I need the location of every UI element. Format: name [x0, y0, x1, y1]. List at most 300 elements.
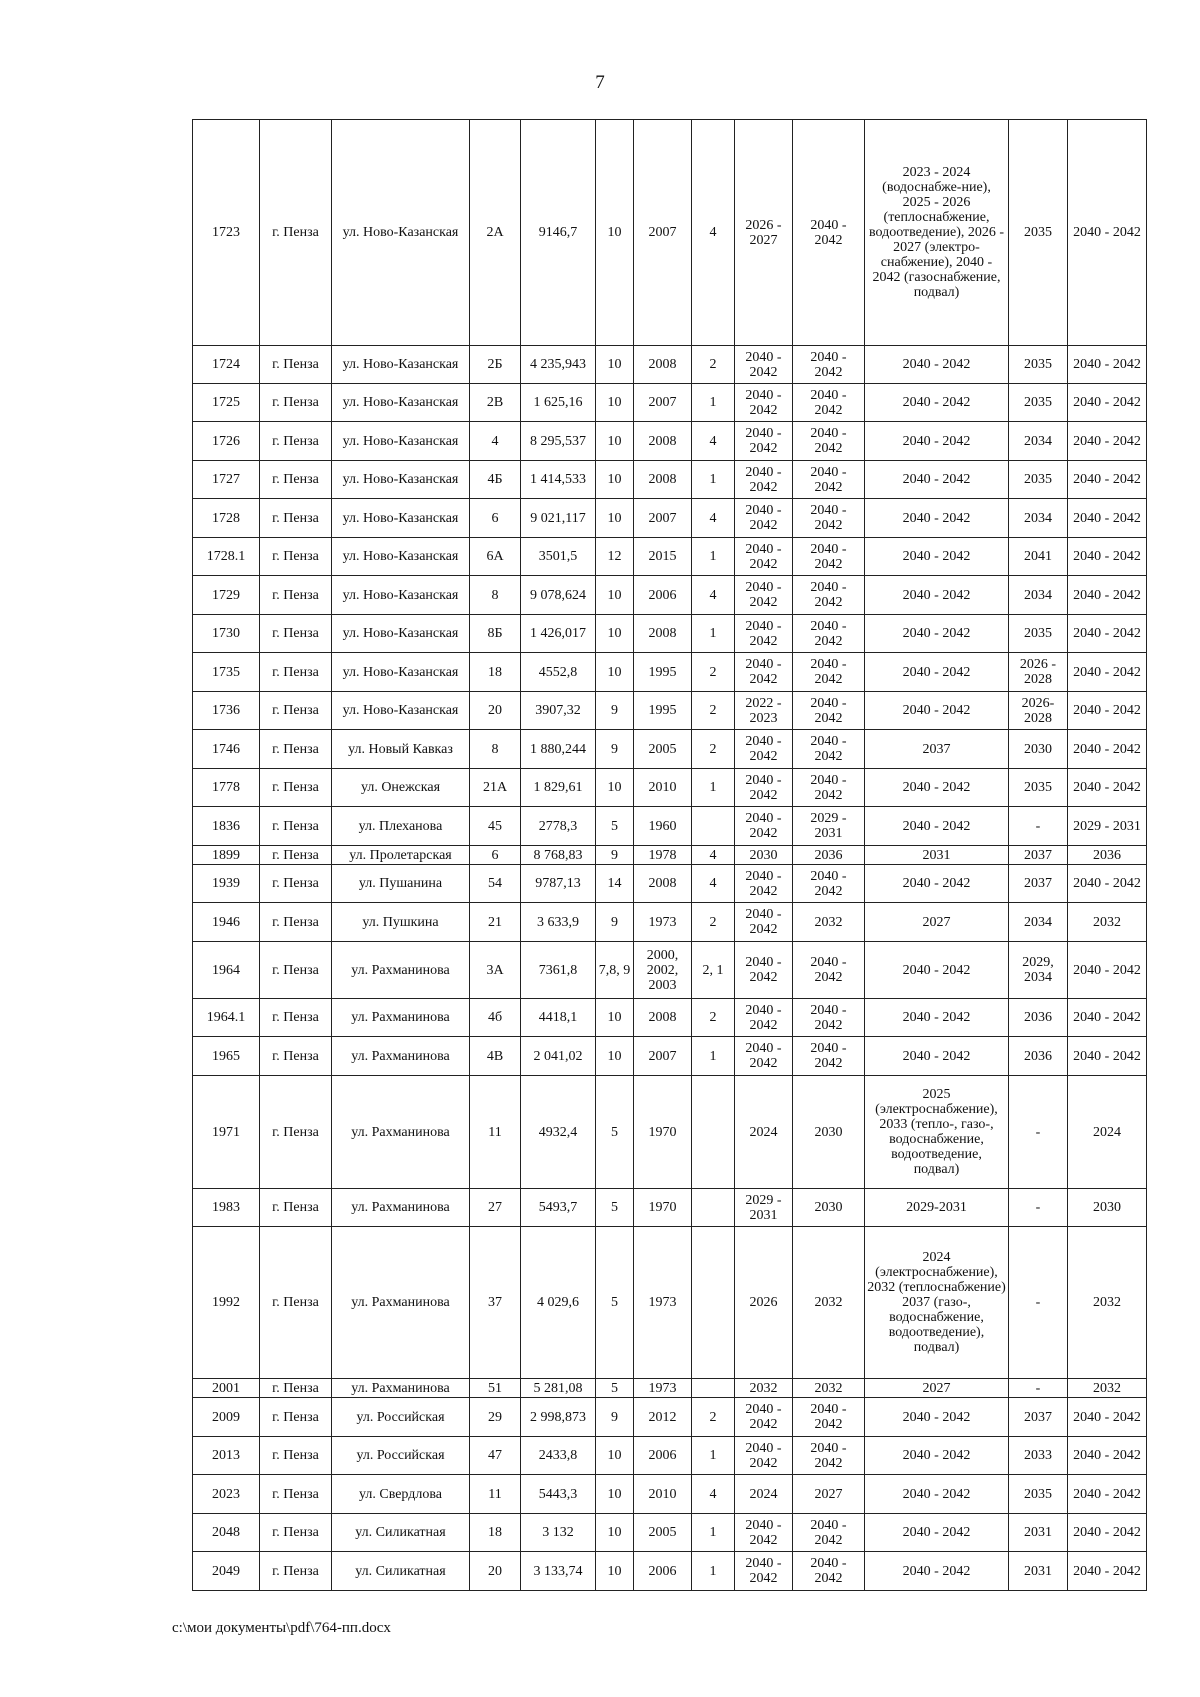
- cell-period-c: 2041: [1009, 538, 1068, 576]
- cell-period-a: 2040 - 2042: [735, 461, 793, 499]
- cell-area: 9 021,117: [521, 499, 596, 538]
- cell-city: г. Пенза: [260, 903, 332, 942]
- cell-entrances: 4: [692, 1475, 735, 1514]
- cell-period-b: 2040 - 2042: [793, 346, 865, 384]
- cell-record-number: 1727: [193, 461, 260, 499]
- cell-engineering-systems: 2040 - 2042: [865, 1437, 1009, 1475]
- cell-period-b: 2040 - 2042: [793, 692, 865, 730]
- cell-floors: 10: [596, 769, 634, 807]
- cell-record-number: 1899: [193, 846, 260, 865]
- cell-entrances: 4: [692, 846, 735, 865]
- cell-period-d: 2040 - 2042: [1068, 1475, 1147, 1514]
- table-row: [193, 1475, 1147, 1514]
- cell-period-a: 2026 - 2027: [735, 120, 793, 346]
- table-row: [193, 692, 1147, 730]
- cell-area: 4 235,943: [521, 346, 596, 384]
- cell-street: ул. Рахманинова: [332, 1076, 470, 1189]
- cell-street: ул. Рахманинова: [332, 1379, 470, 1398]
- cell-entrances: 2: [692, 903, 735, 942]
- cell-house-number: 4б: [470, 999, 521, 1037]
- table-row: [193, 499, 1147, 538]
- cell-entrances: 4: [692, 120, 735, 346]
- table-row: [193, 1379, 1147, 1398]
- housing-table: [192, 119, 1147, 1591]
- cell-house-number: 18: [470, 1514, 521, 1552]
- cell-period-c: 2031: [1009, 1552, 1068, 1591]
- cell-street: ул. Плеханова: [332, 807, 470, 846]
- cell-period-b: 2040 - 2042: [793, 1514, 865, 1552]
- cell-period-c: 2033: [1009, 1437, 1068, 1475]
- cell-area: 7361,8: [521, 942, 596, 999]
- cell-period-a: 2032: [735, 1379, 793, 1398]
- cell-floors: 10: [596, 999, 634, 1037]
- cell-floors: 10: [596, 1437, 634, 1475]
- cell-year-built: 1995: [634, 653, 692, 692]
- cell-house-number: 54: [470, 865, 521, 903]
- cell-area: 3 133,74: [521, 1552, 596, 1591]
- cell-floors: 9: [596, 730, 634, 769]
- cell-record-number: 1965: [193, 1037, 260, 1076]
- cell-record-number: 1946: [193, 903, 260, 942]
- cell-house-number: 29: [470, 1398, 521, 1437]
- cell-street: ул. Силикатная: [332, 1552, 470, 1591]
- table-row: [193, 1227, 1147, 1379]
- cell-house-number: 4В: [470, 1037, 521, 1076]
- cell-house-number: 4Б: [470, 461, 521, 499]
- cell-period-c: 2030: [1009, 730, 1068, 769]
- cell-street: ул. Ново-Казанская: [332, 692, 470, 730]
- cell-record-number: 1964.1: [193, 999, 260, 1037]
- cell-entrances: 2: [692, 1398, 735, 1437]
- cell-record-number: 1728: [193, 499, 260, 538]
- cell-period-d: 2040 - 2042: [1068, 1398, 1147, 1437]
- cell-period-c: 2031: [1009, 1514, 1068, 1552]
- cell-record-number: 1992: [193, 1227, 260, 1379]
- cell-engineering-systems: 2040 - 2042: [865, 1037, 1009, 1076]
- cell-street: ул. Пушкина: [332, 903, 470, 942]
- cell-period-b: 2040 - 2042: [793, 999, 865, 1037]
- cell-street: ул. Ново-Казанская: [332, 346, 470, 384]
- cell-floors: 5: [596, 807, 634, 846]
- cell-year-built: 1960: [634, 807, 692, 846]
- cell-engineering-systems: 2027: [865, 903, 1009, 942]
- cell-entrances: 1: [692, 538, 735, 576]
- cell-period-c: 2037: [1009, 1398, 1068, 1437]
- cell-engineering-systems: 2040 - 2042: [865, 1514, 1009, 1552]
- cell-city: г. Пенза: [260, 769, 332, 807]
- cell-engineering-systems: 2031: [865, 846, 1009, 865]
- cell-street: ул. Рахманинова: [332, 942, 470, 999]
- cell-city: г. Пенза: [260, 120, 332, 346]
- cell-period-a: 2040 - 2042: [735, 576, 793, 615]
- cell-floors: 5: [596, 1379, 634, 1398]
- table-row: [193, 615, 1147, 653]
- cell-record-number: 1726: [193, 422, 260, 461]
- cell-house-number: 47: [470, 1437, 521, 1475]
- cell-floors: 10: [596, 384, 634, 422]
- cell-house-number: 11: [470, 1475, 521, 1514]
- cell-floors: 10: [596, 1552, 634, 1591]
- table-row: [193, 769, 1147, 807]
- cell-record-number: 1730: [193, 615, 260, 653]
- cell-city: г. Пенза: [260, 1475, 332, 1514]
- cell-period-b: 2040 - 2042: [793, 865, 865, 903]
- cell-period-c: -: [1009, 1076, 1068, 1189]
- cell-period-a: 2040 - 2042: [735, 346, 793, 384]
- cell-record-number: 1736: [193, 692, 260, 730]
- cell-period-b: 2027: [793, 1475, 865, 1514]
- cell-period-b: 2040 - 2042: [793, 730, 865, 769]
- cell-year-built: 1973: [634, 1379, 692, 1398]
- cell-period-c: 2035: [1009, 769, 1068, 807]
- cell-year-built: 2015: [634, 538, 692, 576]
- cell-year-built: 2007: [634, 120, 692, 346]
- cell-period-b: 2040 - 2042: [793, 1398, 865, 1437]
- cell-street: ул. Ново-Казанская: [332, 615, 470, 653]
- cell-house-number: 51: [470, 1379, 521, 1398]
- cell-floors: 10: [596, 120, 634, 346]
- cell-period-b: 2040 - 2042: [793, 461, 865, 499]
- cell-street: ул. Ново-Казанская: [332, 422, 470, 461]
- cell-period-c: 2037: [1009, 865, 1068, 903]
- cell-period-c: -: [1009, 1189, 1068, 1227]
- table-body: [193, 120, 1147, 1591]
- cell-engineering-systems: 2040 - 2042: [865, 422, 1009, 461]
- cell-period-c: 2034: [1009, 576, 1068, 615]
- cell-period-a: 2040 - 2042: [735, 769, 793, 807]
- cell-area: 3 132: [521, 1514, 596, 1552]
- cell-record-number: 1735: [193, 653, 260, 692]
- cell-floors: 5: [596, 1189, 634, 1227]
- cell-entrances: [692, 1227, 735, 1379]
- cell-entrances: 1: [692, 1552, 735, 1591]
- cell-city: г. Пенза: [260, 1398, 332, 1437]
- cell-floors: 10: [596, 346, 634, 384]
- cell-period-c: 2034: [1009, 903, 1068, 942]
- cell-house-number: 3А: [470, 942, 521, 999]
- cell-floors: 5: [596, 1076, 634, 1189]
- cell-city: г. Пенза: [260, 461, 332, 499]
- cell-engineering-systems: 2040 - 2042: [865, 1475, 1009, 1514]
- cell-period-a: 2040 - 2042: [735, 615, 793, 653]
- cell-city: г. Пенза: [260, 499, 332, 538]
- cell-city: г. Пенза: [260, 1379, 332, 1398]
- cell-period-c: 2035: [1009, 1475, 1068, 1514]
- cell-engineering-systems: 2023 - 2024 (водоснабже-ние), 2025 - 2026 (теплоснабжение, водоотведение), 2026 - 2027 (электро-снабжение), 2040 - 2042 (газоснабжение, подвал): [865, 120, 1009, 346]
- cell-street: ул. Российская: [332, 1437, 470, 1475]
- cell-area: 2433,8: [521, 1437, 596, 1475]
- cell-period-d: 2040 - 2042: [1068, 422, 1147, 461]
- table-row: [193, 846, 1147, 865]
- cell-record-number: 1778: [193, 769, 260, 807]
- cell-year-built: 2008: [634, 615, 692, 653]
- cell-house-number: 6: [470, 846, 521, 865]
- table-row: [193, 1398, 1147, 1437]
- table-row: [193, 422, 1147, 461]
- cell-engineering-systems: 2040 - 2042: [865, 615, 1009, 653]
- cell-entrances: 2, 1: [692, 942, 735, 999]
- cell-area: 3907,32: [521, 692, 596, 730]
- cell-year-built: 1970: [634, 1189, 692, 1227]
- cell-floors: 7,8, 9: [596, 942, 634, 999]
- cell-period-a: 2040 - 2042: [735, 1552, 793, 1591]
- cell-record-number: 2023: [193, 1475, 260, 1514]
- cell-house-number: 20: [470, 1552, 521, 1591]
- cell-period-d: 2040 - 2042: [1068, 120, 1147, 346]
- cell-area: 9787,13: [521, 865, 596, 903]
- cell-city: г. Пенза: [260, 538, 332, 576]
- cell-city: г. Пенза: [260, 1552, 332, 1591]
- cell-record-number: 2013: [193, 1437, 260, 1475]
- cell-city: г. Пенза: [260, 846, 332, 865]
- cell-city: г. Пенза: [260, 1076, 332, 1189]
- table-row: [193, 538, 1147, 576]
- cell-city: г. Пенза: [260, 692, 332, 730]
- cell-street: ул. Силикатная: [332, 1514, 470, 1552]
- cell-engineering-systems: 2040 - 2042: [865, 865, 1009, 903]
- cell-record-number: 1939: [193, 865, 260, 903]
- cell-period-b: 2040 - 2042: [793, 120, 865, 346]
- cell-engineering-systems: 2037: [865, 730, 1009, 769]
- cell-period-b: 2040 - 2042: [793, 384, 865, 422]
- cell-period-d: 2040 - 2042: [1068, 999, 1147, 1037]
- cell-area: 4932,4: [521, 1076, 596, 1189]
- cell-city: г. Пенза: [260, 865, 332, 903]
- cell-period-c: 2035: [1009, 346, 1068, 384]
- cell-period-c: 2035: [1009, 461, 1068, 499]
- cell-street: ул. Онежская: [332, 769, 470, 807]
- cell-floors: 10: [596, 422, 634, 461]
- cell-floors: 5: [596, 1227, 634, 1379]
- cell-year-built: 2007: [634, 1037, 692, 1076]
- cell-record-number: 1729: [193, 576, 260, 615]
- table-row: [193, 576, 1147, 615]
- cell-period-b: 2040 - 2042: [793, 499, 865, 538]
- cell-period-b: 2040 - 2042: [793, 653, 865, 692]
- cell-city: г. Пенза: [260, 1514, 332, 1552]
- cell-engineering-systems: 2024 (электроснабжение), 2032 (теплоснабжение) 2037 (газо-, водоснабжение, водоотведение), подвал): [865, 1227, 1009, 1379]
- cell-street: ул. Рахманинова: [332, 999, 470, 1037]
- cell-area: 5 281,08: [521, 1379, 596, 1398]
- cell-period-c: 2036: [1009, 1037, 1068, 1076]
- table-row: [193, 807, 1147, 846]
- cell-street: ул. Ново-Казанская: [332, 384, 470, 422]
- cell-record-number: 1725: [193, 384, 260, 422]
- cell-house-number: 37: [470, 1227, 521, 1379]
- cell-house-number: 8Б: [470, 615, 521, 653]
- cell-floors: 10: [596, 1475, 634, 1514]
- cell-floors: 10: [596, 576, 634, 615]
- page-number: 7: [595, 72, 605, 93]
- cell-period-d: 2040 - 2042: [1068, 769, 1147, 807]
- cell-entrances: 4: [692, 865, 735, 903]
- cell-period-d: 2040 - 2042: [1068, 865, 1147, 903]
- cell-period-a: 2040 - 2042: [735, 730, 793, 769]
- cell-period-b: 2040 - 2042: [793, 942, 865, 999]
- cell-period-c: -: [1009, 1379, 1068, 1398]
- cell-period-a: 2029 - 2031: [735, 1189, 793, 1227]
- cell-period-d: 2040 - 2042: [1068, 942, 1147, 999]
- table-row: [193, 942, 1147, 999]
- cell-period-d: 2040 - 2042: [1068, 1514, 1147, 1552]
- cell-period-a: 2024: [735, 1475, 793, 1514]
- cell-period-c: 2034: [1009, 422, 1068, 461]
- cell-period-c: 2035: [1009, 120, 1068, 346]
- cell-city: г. Пенза: [260, 999, 332, 1037]
- cell-floors: 9: [596, 692, 634, 730]
- cell-period-d: 2040 - 2042: [1068, 615, 1147, 653]
- cell-period-c: 2037: [1009, 846, 1068, 865]
- cell-engineering-systems: 2040 - 2042: [865, 942, 1009, 999]
- cell-period-d: 2024: [1068, 1076, 1147, 1189]
- cell-street: ул. Свердлова: [332, 1475, 470, 1514]
- cell-house-number: 27: [470, 1189, 521, 1227]
- cell-street: ул. Ново-Казанская: [332, 576, 470, 615]
- cell-area: 1 414,533: [521, 461, 596, 499]
- cell-record-number: 1964: [193, 942, 260, 999]
- cell-period-a: 2040 - 2042: [735, 384, 793, 422]
- cell-street: ул. Пушанина: [332, 865, 470, 903]
- cell-area: 4552,8: [521, 653, 596, 692]
- cell-period-a: 2024: [735, 1076, 793, 1189]
- cell-engineering-systems: 2040 - 2042: [865, 384, 1009, 422]
- cell-floors: 9: [596, 1398, 634, 1437]
- cell-house-number: 21А: [470, 769, 521, 807]
- cell-period-d: 2040 - 2042: [1068, 576, 1147, 615]
- cell-period-a: 2040 - 2042: [735, 865, 793, 903]
- cell-street: ул. Ново-Казанская: [332, 120, 470, 346]
- cell-street: ул. Ново-Казанская: [332, 653, 470, 692]
- cell-period-d: 2032: [1068, 1379, 1147, 1398]
- table-row: [193, 384, 1147, 422]
- table-row: [193, 461, 1147, 499]
- cell-year-built: 2008: [634, 999, 692, 1037]
- cell-period-b: 2029 - 2031: [793, 807, 865, 846]
- cell-floors: 10: [596, 1037, 634, 1076]
- cell-period-b: 2030: [793, 1076, 865, 1189]
- cell-floors: 10: [596, 1514, 634, 1552]
- cell-entrances: 1: [692, 1437, 735, 1475]
- table-row: [193, 120, 1147, 346]
- cell-period-c: 2036: [1009, 999, 1068, 1037]
- cell-period-d: 2040 - 2042: [1068, 384, 1147, 422]
- cell-record-number: 1836: [193, 807, 260, 846]
- cell-area: 2778,3: [521, 807, 596, 846]
- cell-record-number: 1724: [193, 346, 260, 384]
- cell-period-b: 2040 - 2042: [793, 769, 865, 807]
- cell-entrances: [692, 1076, 735, 1189]
- cell-year-built: 2006: [634, 1552, 692, 1591]
- cell-period-a: 2040 - 2042: [735, 1514, 793, 1552]
- cell-period-a: 2040 - 2042: [735, 1037, 793, 1076]
- cell-street: ул. Рахманинова: [332, 1037, 470, 1076]
- cell-city: г. Пенза: [260, 576, 332, 615]
- cell-year-built: 1995: [634, 692, 692, 730]
- cell-period-a: 2040 - 2042: [735, 1437, 793, 1475]
- cell-record-number: 2048: [193, 1514, 260, 1552]
- cell-street: ул. Пролетарская: [332, 846, 470, 865]
- cell-period-c: -: [1009, 807, 1068, 846]
- table-row: [193, 999, 1147, 1037]
- cell-street: ул. Ново-Казанская: [332, 499, 470, 538]
- cell-entrances: 1: [692, 1037, 735, 1076]
- cell-entrances: 1: [692, 461, 735, 499]
- cell-year-built: 2006: [634, 1437, 692, 1475]
- cell-year-built: 2007: [634, 384, 692, 422]
- cell-city: г. Пенза: [260, 807, 332, 846]
- cell-floors: 14: [596, 865, 634, 903]
- cell-year-built: 2012: [634, 1398, 692, 1437]
- cell-year-built: 2007: [634, 499, 692, 538]
- cell-engineering-systems: 2040 - 2042: [865, 538, 1009, 576]
- table-row: [193, 653, 1147, 692]
- cell-year-built: 2008: [634, 346, 692, 384]
- cell-period-c: 2026-2028: [1009, 692, 1068, 730]
- cell-street: ул. Рахманинова: [332, 1227, 470, 1379]
- cell-entrances: 2: [692, 999, 735, 1037]
- cell-engineering-systems: 2040 - 2042: [865, 999, 1009, 1037]
- cell-city: г. Пенза: [260, 942, 332, 999]
- cell-year-built: 2008: [634, 422, 692, 461]
- table-row: [193, 1437, 1147, 1475]
- table-row: [193, 1037, 1147, 1076]
- cell-period-b: 2040 - 2042: [793, 538, 865, 576]
- cell-period-c: 2026 - 2028: [1009, 653, 1068, 692]
- cell-period-d: 2030: [1068, 1189, 1147, 1227]
- cell-city: г. Пенза: [260, 1437, 332, 1475]
- cell-period-b: 2030: [793, 1189, 865, 1227]
- cell-period-a: 2040 - 2042: [735, 499, 793, 538]
- cell-period-d: 2040 - 2042: [1068, 1437, 1147, 1475]
- cell-house-number: 4: [470, 422, 521, 461]
- cell-house-number: 21: [470, 903, 521, 942]
- cell-year-built: 2008: [634, 461, 692, 499]
- cell-period-c: -: [1009, 1227, 1068, 1379]
- cell-period-d: 2032: [1068, 903, 1147, 942]
- cell-city: г. Пенза: [260, 1189, 332, 1227]
- cell-area: 2 998,873: [521, 1398, 596, 1437]
- cell-city: г. Пенза: [260, 384, 332, 422]
- cell-area: 4 029,6: [521, 1227, 596, 1379]
- cell-period-b: 2040 - 2042: [793, 1552, 865, 1591]
- cell-engineering-systems: 2040 - 2042: [865, 692, 1009, 730]
- cell-entrances: 4: [692, 576, 735, 615]
- table-row: [193, 1076, 1147, 1189]
- cell-floors: 10: [596, 653, 634, 692]
- cell-house-number: 2А: [470, 120, 521, 346]
- cell-engineering-systems: 2040 - 2042: [865, 807, 1009, 846]
- cell-period-d: 2040 - 2042: [1068, 1552, 1147, 1591]
- cell-period-a: 2040 - 2042: [735, 999, 793, 1037]
- cell-period-b: 2032: [793, 1379, 865, 1398]
- cell-period-a: 2040 - 2042: [735, 653, 793, 692]
- cell-period-d: 2040 - 2042: [1068, 346, 1147, 384]
- cell-area: 8 295,537: [521, 422, 596, 461]
- cell-period-b: 2036: [793, 846, 865, 865]
- cell-entrances: 2: [692, 653, 735, 692]
- cell-city: г. Пенза: [260, 653, 332, 692]
- cell-year-built: 2008: [634, 865, 692, 903]
- cell-floors: 12: [596, 538, 634, 576]
- table-row: [193, 903, 1147, 942]
- cell-engineering-systems: 2040 - 2042: [865, 576, 1009, 615]
- cell-record-number: 1723: [193, 120, 260, 346]
- cell-entrances: [692, 807, 735, 846]
- table-row: [193, 346, 1147, 384]
- cell-period-a: 2040 - 2042: [735, 1398, 793, 1437]
- cell-period-c: 2029, 2034: [1009, 942, 1068, 999]
- cell-house-number: 6: [470, 499, 521, 538]
